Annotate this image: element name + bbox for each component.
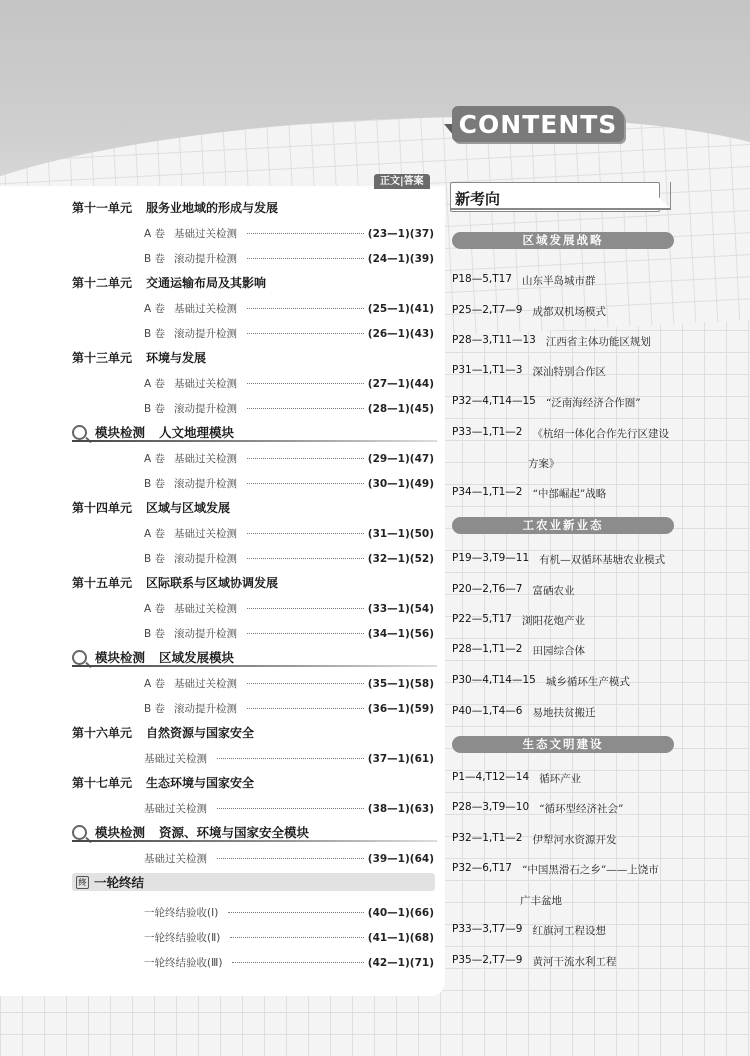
leader-dots [247, 258, 364, 259]
final-section-icon: 终 [76, 876, 89, 889]
entry-label: 基础过关检测 [144, 753, 207, 765]
toc-entry[interactable] [144, 676, 434, 691]
topic-item[interactable] [452, 395, 641, 410]
topic-ref: P32—1,T1—2 [452, 832, 523, 844]
entry-label: 基础过关检测 [174, 378, 237, 390]
topic-desc: 江西省主体功能区规划 [545, 336, 651, 348]
page-ref: (39—1)(64) [367, 853, 434, 865]
toc-entry[interactable] [144, 476, 434, 491]
leader-dots [217, 808, 364, 809]
module-name: 区域发展模块 [159, 650, 235, 665]
module-heading[interactable] [72, 648, 234, 666]
page-ref: (24—1)(39) [367, 253, 434, 265]
unit-heading[interactable] [72, 499, 230, 516]
module-divider [72, 440, 437, 442]
entry-label: 一轮终结验收(Ⅰ) [144, 907, 219, 919]
topic-desc: 城乡循环生产模式 [545, 676, 630, 688]
toc-entry[interactable] [144, 601, 434, 616]
unit-title: 第十二单元 [72, 276, 133, 290]
toc-entry[interactable] [144, 376, 434, 391]
entry-label: 基础过关检测 [174, 303, 237, 315]
topic-ref: P28—3,T9—10 [452, 801, 530, 813]
leader-dots [247, 458, 364, 459]
entry-label: 基础过关检测 [174, 528, 237, 540]
unit-heading[interactable] [72, 199, 278, 216]
toc-entry[interactable] [144, 251, 434, 266]
topic-desc: 成都双机场模式 [532, 306, 606, 318]
topic-ref: P33—1,T1—2 [452, 426, 523, 438]
unit-name: 服务业地域的形成与发展 [146, 201, 279, 215]
leader-dots [247, 483, 364, 484]
toc-entry[interactable] [144, 701, 434, 716]
module-title: 模块检测 [95, 650, 146, 665]
unit-title: 第十三单元 [72, 351, 133, 365]
page-ref: (30—1)(49) [367, 478, 434, 490]
topic-item[interactable] [452, 552, 665, 567]
leader-dots [247, 533, 364, 534]
volume-label: A 卷 [144, 453, 166, 465]
entry-label: 基础过关检测 [144, 803, 207, 815]
volume-label: B 卷 [144, 628, 166, 640]
toc-entry[interactable] [144, 751, 434, 766]
unit-heading[interactable] [72, 574, 278, 591]
entry-label: 滚动提升检测 [174, 328, 237, 340]
topic-item[interactable] [452, 486, 606, 501]
topic-ref: P28—1,T1—2 [452, 643, 523, 655]
card-underline [450, 208, 670, 210]
volume-label: A 卷 [144, 528, 166, 540]
entry-label: 基础过关检测 [174, 228, 237, 240]
topic-desc: 山东半岛城市群 [522, 275, 596, 287]
volume-label: B 卷 [144, 403, 166, 415]
topic-desc: 伊犁河水资源开发 [532, 834, 617, 846]
topic-item[interactable] [452, 643, 585, 658]
unit-title: 第十七单元 [72, 776, 133, 790]
topic-ref: P33—3,T7—9 [452, 923, 523, 935]
topic-item[interactable] [452, 832, 617, 847]
unit-name: 自然资源与国家安全 [146, 726, 255, 740]
topic-ref: P35—2,T7—9 [452, 954, 523, 966]
volume-label: B 卷 [144, 253, 166, 265]
topic-ref: P28—3,T11—13 [452, 334, 536, 346]
module-divider [72, 840, 437, 842]
page-ref: (41—1)(68) [367, 932, 434, 944]
module-name: 资源、环境与国家安全模块 [159, 825, 310, 840]
unit-title: 第十四单元 [72, 501, 133, 515]
page-ref: (40—1)(66) [367, 907, 434, 919]
entry-label: 滚动提升检测 [174, 403, 237, 415]
page-ref: (36—1)(59) [367, 703, 434, 715]
topic-item[interactable] [452, 426, 669, 441]
toc-entry[interactable] [144, 905, 434, 920]
new-direction-title: 新考向 [455, 190, 501, 208]
volume-label: B 卷 [144, 478, 166, 490]
leader-dots [247, 383, 364, 384]
topic-item[interactable] [452, 923, 606, 938]
final-section-title: 一轮终结 [94, 875, 145, 890]
toc-entry[interactable] [144, 955, 434, 970]
leader-dots [247, 408, 364, 409]
toc-entry[interactable] [144, 326, 434, 341]
unit-name: 生态环境与国家安全 [146, 776, 255, 790]
leader-dots [247, 308, 364, 309]
page-ref: (27—1)(44) [367, 378, 434, 390]
toc-entry[interactable] [144, 626, 434, 641]
toc-entry[interactable] [144, 851, 434, 866]
leader-dots [247, 233, 364, 234]
volume-label: A 卷 [144, 303, 166, 315]
topic-ref: P1—4,T12—14 [452, 771, 530, 783]
topic-desc: 循环产业 [539, 773, 582, 785]
unit-title: 第十五单元 [72, 576, 133, 590]
toc-entry[interactable] [144, 301, 434, 316]
entry-label: 滚动提升检测 [174, 628, 237, 640]
unit-title: 第十六单元 [72, 726, 133, 740]
page-ref: (38—1)(63) [367, 803, 434, 815]
module-title: 模块检测 [95, 825, 146, 840]
section-header: 工农业新业态 [452, 517, 674, 534]
volume-label: A 卷 [144, 228, 166, 240]
topic-item[interactable] [452, 771, 581, 786]
topic-desc: 易地扶贫搬迁 [532, 707, 596, 719]
volume-label: A 卷 [144, 378, 166, 390]
answer-badge: 正文|答案 [374, 174, 430, 189]
magnifier-icon [72, 425, 87, 440]
topic-item[interactable] [452, 705, 596, 720]
unit-heading[interactable] [72, 349, 206, 366]
final-section-heading[interactable] [72, 873, 435, 891]
page-ref: (29—1)(47) [367, 453, 434, 465]
topic-item[interactable] [452, 674, 630, 689]
unit-heading[interactable] [72, 774, 254, 791]
topic-desc: 《杭绍一体化合作先行区建设 [532, 428, 669, 440]
topic-ref: P32—4,T14—15 [452, 395, 536, 407]
toc-entry[interactable] [144, 551, 434, 566]
toc-entry[interactable] [144, 801, 434, 816]
toc-entry[interactable] [144, 401, 434, 416]
topic-desc: “中部崛起”战略 [532, 488, 607, 500]
page-ref: (26—1)(43) [367, 328, 434, 340]
unit-heading[interactable] [72, 724, 254, 741]
topic-item[interactable] [452, 954, 617, 969]
topic-ref: P30—4,T14—15 [452, 674, 536, 686]
topic-desc: “泛南海经济合作圈” [545, 397, 641, 409]
volume-label: B 卷 [144, 553, 166, 565]
card-fold-corner [646, 182, 671, 210]
entry-label: 基础过关检测 [174, 603, 237, 615]
contents-tab [452, 106, 624, 142]
topic-ref: P34—1,T1—2 [452, 486, 523, 498]
topic-ref: P18—5,T17 [452, 273, 512, 285]
topic-item[interactable] [452, 334, 651, 349]
module-divider [72, 665, 437, 667]
page-ref: (37—1)(61) [367, 753, 434, 765]
topic-desc: “中国黑滑石之乡”——上饶市 [522, 864, 659, 876]
topic-item[interactable] [452, 304, 606, 319]
page-ref: (28—1)(45) [367, 403, 434, 415]
topic-desc: 富硒农业 [532, 585, 575, 597]
unit-name: 环境与发展 [146, 351, 207, 365]
entry-label: 滚动提升检测 [174, 478, 237, 490]
page-ref: (31—1)(50) [367, 528, 434, 540]
entry-label: 一轮终结验收(Ⅲ) [144, 957, 223, 969]
topic-item[interactable] [452, 862, 659, 877]
magnifier-icon [72, 650, 87, 665]
topic-desc: 有机—双循环基塘农业模式 [539, 554, 666, 566]
unit-name: 区域与区域发展 [146, 501, 231, 515]
section-header: 生态文明建设 [452, 736, 674, 753]
contents-label: CONTENTS [458, 109, 618, 139]
volume-label: A 卷 [144, 678, 166, 690]
module-name: 人文地理模块 [159, 425, 235, 440]
leader-dots [247, 558, 364, 559]
leader-dots [232, 962, 363, 963]
volume-label: A 卷 [144, 603, 166, 615]
topic-ref: P19—3,T9—11 [452, 552, 530, 564]
page-ref: (42—1)(71) [367, 957, 434, 969]
entry-label: 基础过关检测 [174, 453, 237, 465]
entry-label: 基础过关检测 [174, 678, 237, 690]
toc-entry[interactable] [144, 451, 434, 466]
topic-desc: 田园综合体 [532, 645, 585, 657]
module-heading[interactable] [72, 423, 234, 441]
topic-ref: P32—6,T17 [452, 862, 512, 874]
unit-heading[interactable] [72, 274, 266, 291]
unit-title: 第十一单元 [72, 201, 133, 215]
topic-desc: “循环型经济社会” [539, 803, 624, 815]
leader-dots [247, 608, 364, 609]
module-heading[interactable] [72, 823, 309, 841]
entry-label: 滚动提升检测 [174, 703, 237, 715]
page-ref: (25—1)(41) [367, 303, 434, 315]
module-title: 模块检测 [95, 425, 146, 440]
volume-label: B 卷 [144, 328, 166, 340]
topic-ref: P25—2,T7—9 [452, 304, 523, 316]
toc-entry[interactable] [144, 930, 434, 945]
topic-desc: 黄河干流水利工程 [532, 956, 617, 968]
topic-item[interactable] [452, 801, 623, 816]
entry-label: 滚动提升检测 [174, 553, 237, 565]
leader-dots [247, 683, 364, 684]
topic-item[interactable] [452, 583, 575, 598]
leader-dots [228, 912, 363, 913]
page-ref: (35—1)(58) [367, 678, 434, 690]
page-ref: (34—1)(56) [367, 628, 434, 640]
toc-entry[interactable] [144, 226, 434, 241]
topic-item[interactable] [452, 273, 596, 288]
section-header: 区域发展战略 [452, 232, 674, 249]
magnifier-icon [72, 825, 87, 840]
toc-entry[interactable] [144, 526, 434, 541]
topic-ref: P31—1,T1—3 [452, 364, 523, 376]
topic-ref: P22—5,T17 [452, 613, 512, 625]
topic-item[interactable] [452, 613, 585, 628]
topic-item[interactable] [452, 364, 606, 379]
topic-desc-continued: 广丰盆地 [520, 895, 562, 907]
topic-desc: 深汕特别合作区 [532, 366, 606, 378]
topic-ref: P20—2,T6—7 [452, 583, 523, 595]
page-ref: (33—1)(54) [367, 603, 434, 615]
topic-desc: 红旗河工程设想 [532, 925, 606, 937]
entry-label: 基础过关检测 [144, 853, 207, 865]
leader-dots [230, 937, 363, 938]
topic-ref: P40—1,T4—6 [452, 705, 523, 717]
page-ref: (32—1)(52) [367, 553, 434, 565]
leader-dots [217, 858, 364, 859]
topic-desc-continued: 方案》 [528, 458, 560, 470]
volume-label: B 卷 [144, 703, 166, 715]
leader-dots [247, 708, 364, 709]
leader-dots [217, 758, 364, 759]
entry-label: 滚动提升检测 [174, 253, 237, 265]
topic-desc: 浏阳花炮产业 [522, 615, 585, 627]
leader-dots [247, 333, 364, 334]
page-ref: (23—1)(37) [367, 228, 434, 240]
unit-name: 交通运输布局及其影响 [146, 276, 267, 290]
unit-name: 区际联系与区域协调发展 [146, 576, 279, 590]
leader-dots [247, 633, 364, 634]
entry-label: 一轮终结验收(Ⅱ) [144, 932, 221, 944]
